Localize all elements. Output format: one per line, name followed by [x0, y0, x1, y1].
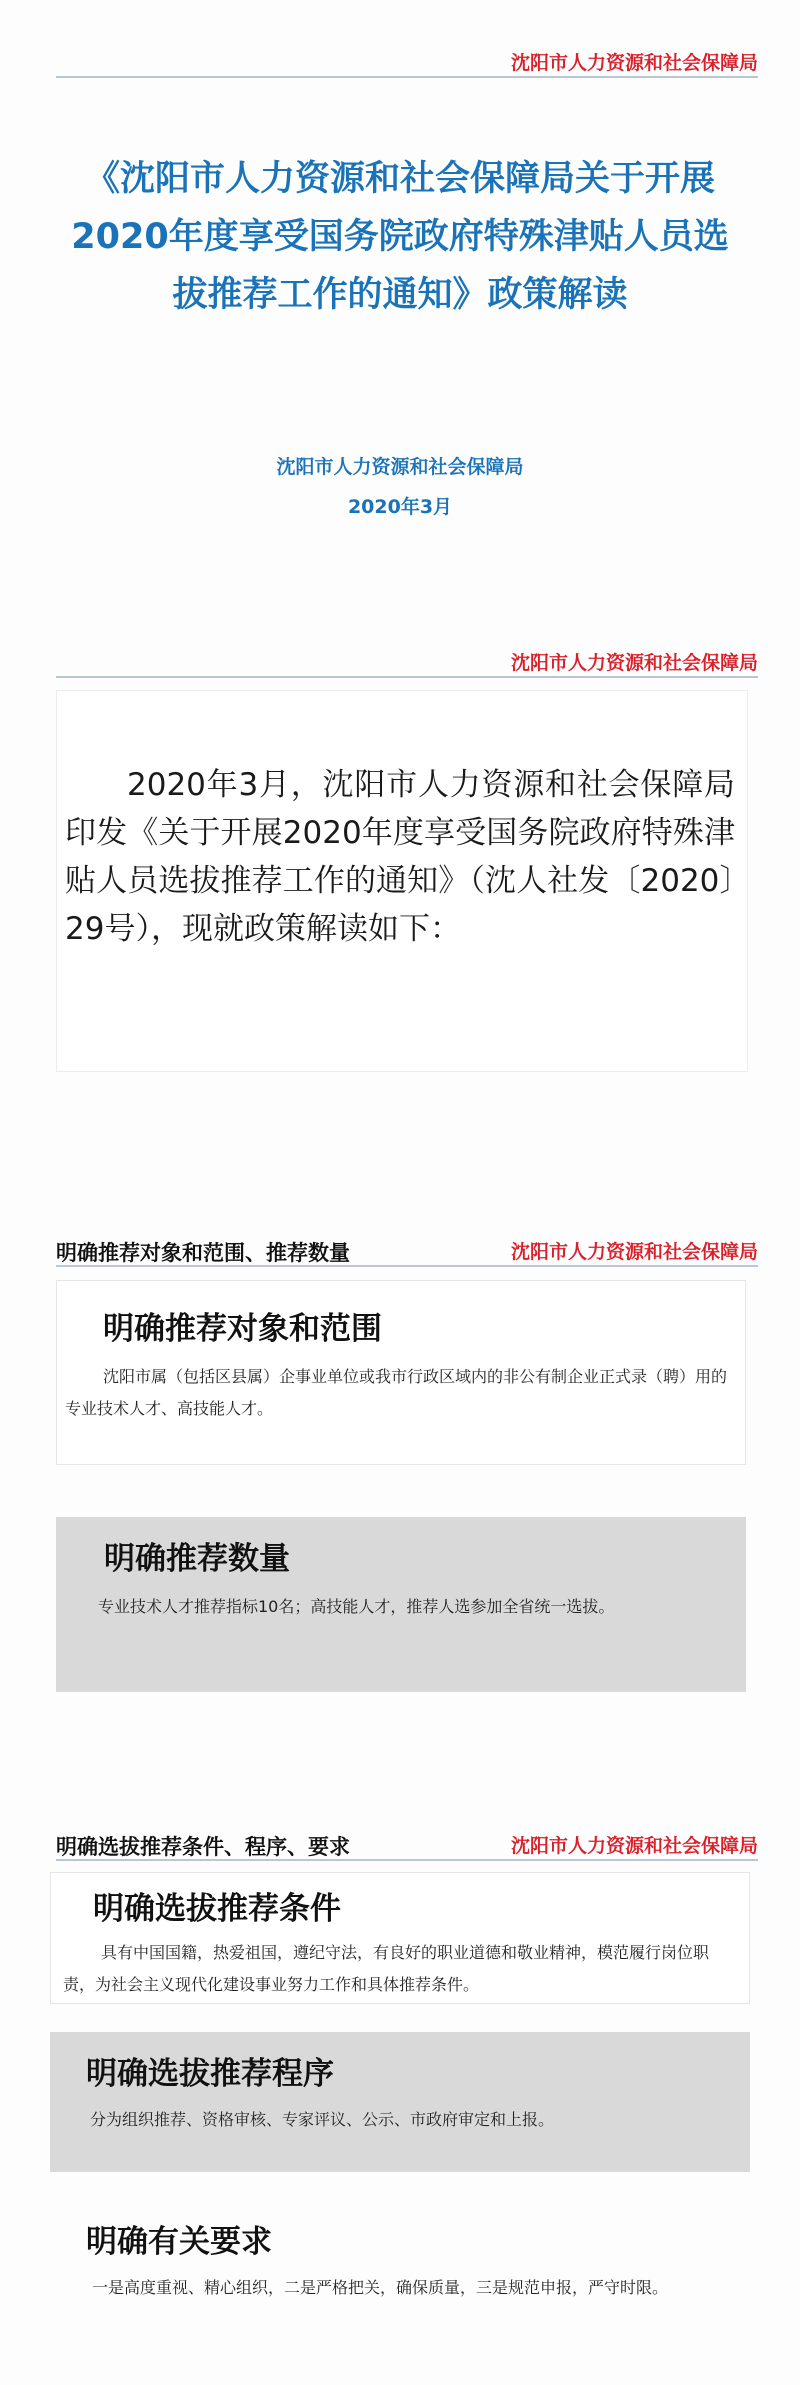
header-rule [56, 76, 758, 78]
card-body: 专业技术人才推荐指标10名；高技能人才，推荐人选参加全省统一选拔。 [98, 1597, 615, 1616]
conditions-card [50, 1872, 750, 2004]
scope-card [56, 1280, 746, 1465]
agency-tag: 沈阳市人力资源和社会保障局 [510, 1835, 758, 1857]
section-heading: 明确选拔推荐条件、程序、要求 [56, 1835, 350, 1859]
agency-tag: 沈阳市人力资源和社会保障局 [510, 1241, 758, 1263]
card-body: 一是高度重视、精心组织，二是严格把关，确保质量，三是规范申报，严守时限。 [92, 2278, 669, 2297]
agency-tag: 沈阳市人力资源和社会保障局 [510, 52, 758, 74]
section-a-slide [0, 1220, 800, 1820]
issuing-organization: 沈阳市人力资源和社会保障局 [276, 456, 524, 478]
card-body: 具有中国国籍，热爱祖国，遵纪守法，有良好的职业道德和敬业精神，模范履行岗位职责，为社会主义现代化建设事业努力工作和具体推荐条件。 [63, 1943, 710, 1994]
document-title [40, 150, 760, 324]
section-b-slide [0, 1820, 800, 2385]
intro-card [56, 690, 748, 1072]
intro-slide [0, 600, 800, 1220]
card-body: 沈阳市属（包括区县属）企事业单位或我市行政区域内的非公有制企业正式录（聘）用的专业技术人才、高技能人才。 [65, 1367, 728, 1418]
issue-date: 2020年3月 [347, 496, 453, 518]
card-title: 明确推荐数量 [104, 1541, 290, 1577]
card-title: 明确推荐对象和范围 [103, 1311, 382, 1347]
intro-paragraph: 2020年3月，沈阳市人力资源和社会保障局印发《关于开展2020年度享受国务院政府特殊津贴人员选拔推荐工作的通知》（沈人社发〔2020〕29号），现就政策解读如下： [65, 767, 735, 947]
card-body: 分为组织推荐、资格审核、专家评议、公示、市政府审定和上报。 [90, 2110, 555, 2129]
title-line: 《沈阳市人力资源和社会保障局关于开展 [84, 159, 715, 199]
cover-slide [0, 0, 800, 600]
card-title: 明确有关要求 [86, 2224, 272, 2260]
title-line: 2020年度享受国务院政府特殊津贴人员选 [71, 217, 729, 257]
card-title: 明确选拔推荐程序 [86, 2056, 334, 2092]
card-title: 明确选拔推荐条件 [93, 1891, 341, 1927]
title-line: 拔推荐工作的通知》政策解读 [172, 275, 628, 315]
procedure-card [50, 2032, 750, 2172]
requirements-card [50, 2200, 750, 2340]
quota-card [56, 1517, 746, 1692]
agency-tag: 沈阳市人力资源和社会保障局 [510, 652, 758, 674]
header-rule [56, 1859, 758, 1861]
header-rule [56, 676, 758, 678]
header-rule [56, 1265, 758, 1267]
section-heading: 明确推荐对象和范围、推荐数量 [56, 1241, 350, 1265]
